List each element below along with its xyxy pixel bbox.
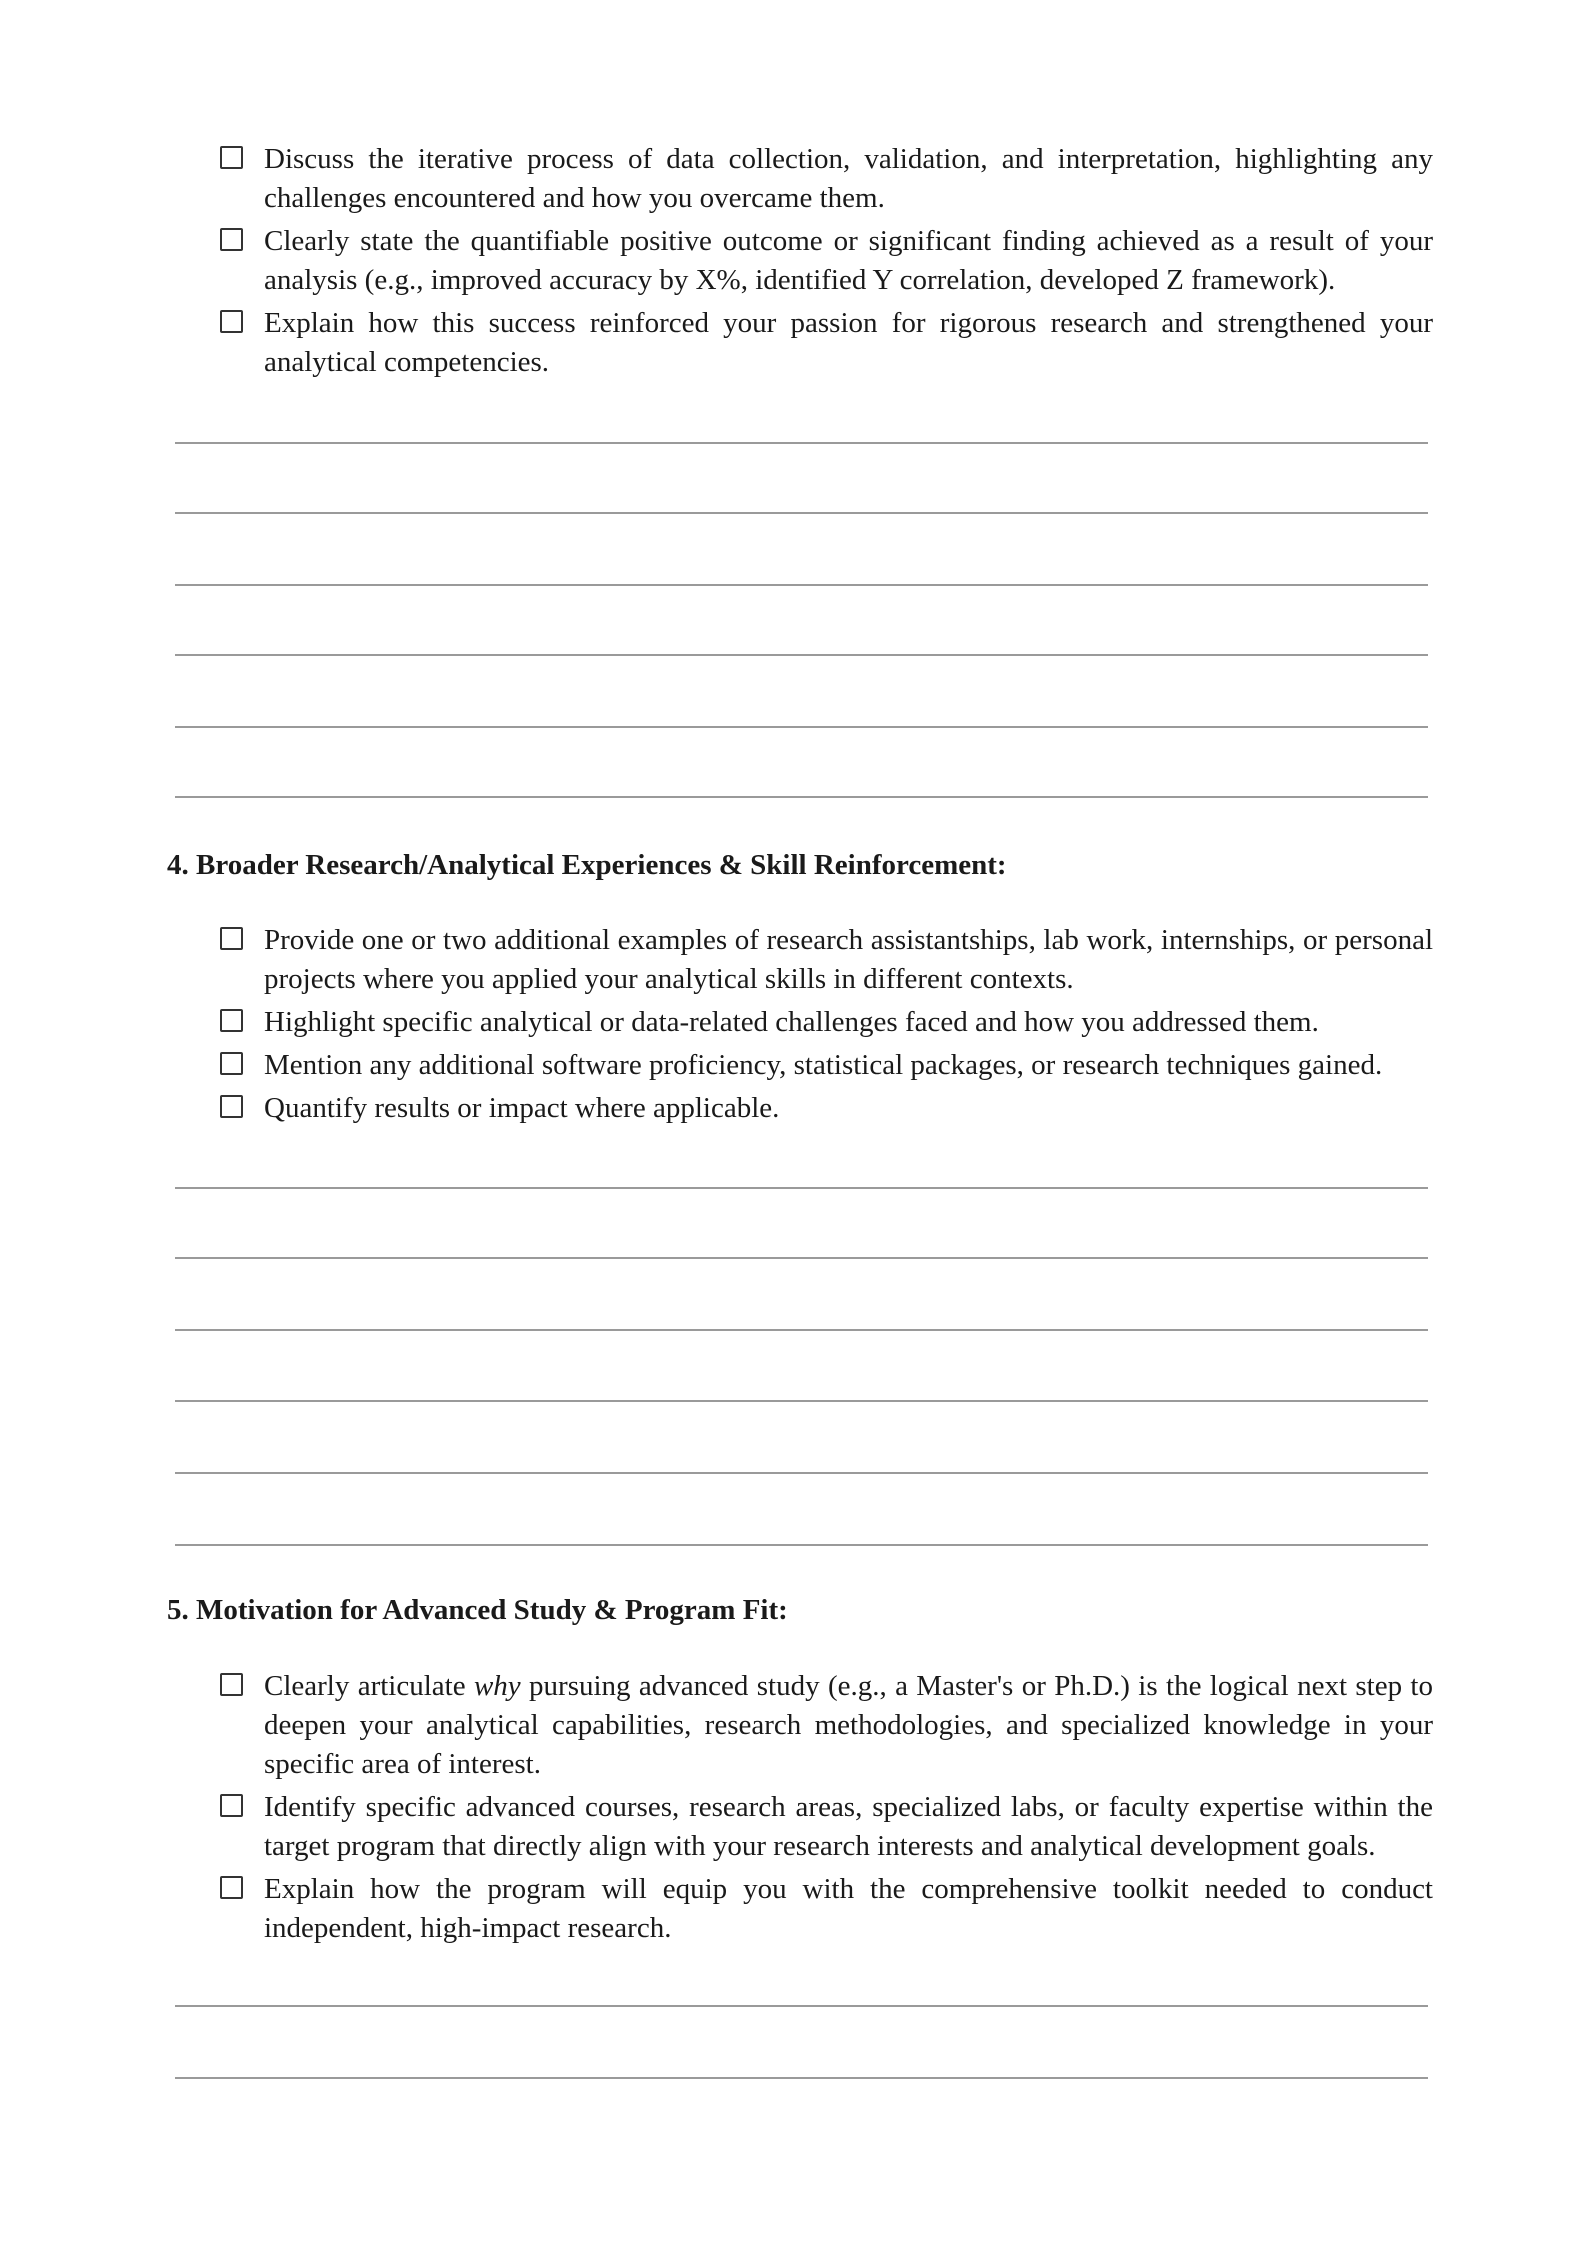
section4-checklist bbox=[220, 921, 1433, 1132]
writing-line[interactable] bbox=[175, 796, 1428, 798]
checklist-item-text: Identify specific advanced courses, research areas, specialized labs, or faculty expertise within the target program that directly align with your research interests and analytical development goals. bbox=[264, 1791, 1433, 1862]
writing-line[interactable] bbox=[175, 654, 1428, 656]
checklist-item bbox=[220, 1788, 1433, 1866]
checklist-item-text-pre: Clearly articulate bbox=[264, 1670, 474, 1702]
checklist-item bbox=[220, 1003, 1433, 1042]
checklist-item bbox=[220, 1089, 1433, 1128]
checklist-item bbox=[220, 1667, 1433, 1784]
section5-checklist bbox=[220, 1667, 1433, 1952]
section-heading: 4. Broader Research/Analytical Experiences & Skill Reinforcement: bbox=[167, 849, 1007, 881]
writing-line[interactable] bbox=[175, 1544, 1428, 1546]
emphasis-why: why bbox=[473, 1670, 521, 1702]
checkbox[interactable] bbox=[220, 228, 243, 251]
checkbox[interactable] bbox=[220, 1052, 243, 1075]
checklist-item-text: Discuss the iterative process of data collection, validation, and interpretation, highlighting any challenges encountered and how you overcame them. bbox=[264, 143, 1433, 214]
checkbox[interactable] bbox=[220, 310, 243, 333]
checkbox[interactable] bbox=[220, 927, 243, 950]
checklist-item-text: Explain how the program will equip you with the comprehensive toolkit needed to conduct independent, high-impact research. bbox=[264, 1873, 1433, 1944]
checklist-item-text: Clearly state the quantifiable positive outcome or significant finding achieved as a result of your analysis (e.g., improved accuracy by X%, identified Y correlation, developed Z framework). bbox=[264, 225, 1433, 296]
checkbox[interactable] bbox=[220, 1876, 243, 1899]
checkbox[interactable] bbox=[220, 1794, 243, 1817]
checklist-item bbox=[220, 222, 1433, 300]
writing-line[interactable] bbox=[175, 442, 1428, 444]
writing-line[interactable] bbox=[175, 1257, 1428, 1259]
checklist-item-text: Highlight specific analytical or data-related challenges faced and how you addressed them. bbox=[264, 1006, 1319, 1038]
checklist-item bbox=[220, 1046, 1433, 1085]
section3-checklist bbox=[220, 140, 1433, 386]
writing-line[interactable] bbox=[175, 2077, 1428, 2079]
checkbox[interactable] bbox=[220, 1095, 243, 1118]
writing-line[interactable] bbox=[175, 1400, 1428, 1402]
checklist-item bbox=[220, 304, 1433, 382]
checklist-item-text: Mention any additional software proficiency, statistical packages, or research techniques gained. bbox=[264, 1049, 1383, 1081]
checklist-item-text: Provide one or two additional examples of research assistantships, lab work, internships, or personal projects where you applied your analytical skills in different contexts. bbox=[264, 924, 1433, 995]
checkbox[interactable] bbox=[220, 1673, 243, 1696]
writing-line[interactable] bbox=[175, 1472, 1428, 1474]
writing-line[interactable] bbox=[175, 726, 1428, 728]
checkbox[interactable] bbox=[220, 146, 243, 169]
checklist-item bbox=[220, 140, 1433, 218]
checklist-item-text: Explain how this success reinforced your passion for rigorous research and strengthened your analytical competencies. bbox=[264, 307, 1433, 378]
checklist-item-text-post: pursuing advanced study (e.g., a Master's or Ph.D.) is the logical next step to deepen your analytical capabilities, research methodologies, and specialized knowledge in your specific area of interest. bbox=[264, 1670, 1433, 1780]
checkbox[interactable] bbox=[220, 1009, 243, 1032]
writing-line[interactable] bbox=[175, 2005, 1428, 2007]
checklist-item-text: Quantify results or impact where applicable. bbox=[264, 1092, 780, 1124]
checklist-item bbox=[220, 1870, 1433, 1948]
section-heading: 5. Motivation for Advanced Study & Program Fit: bbox=[167, 1594, 788, 1626]
writing-line[interactable] bbox=[175, 1329, 1428, 1331]
writing-line[interactable] bbox=[175, 512, 1428, 514]
checklist-item bbox=[220, 921, 1433, 999]
writing-line[interactable] bbox=[175, 584, 1428, 586]
writing-line[interactable] bbox=[175, 1187, 1428, 1189]
